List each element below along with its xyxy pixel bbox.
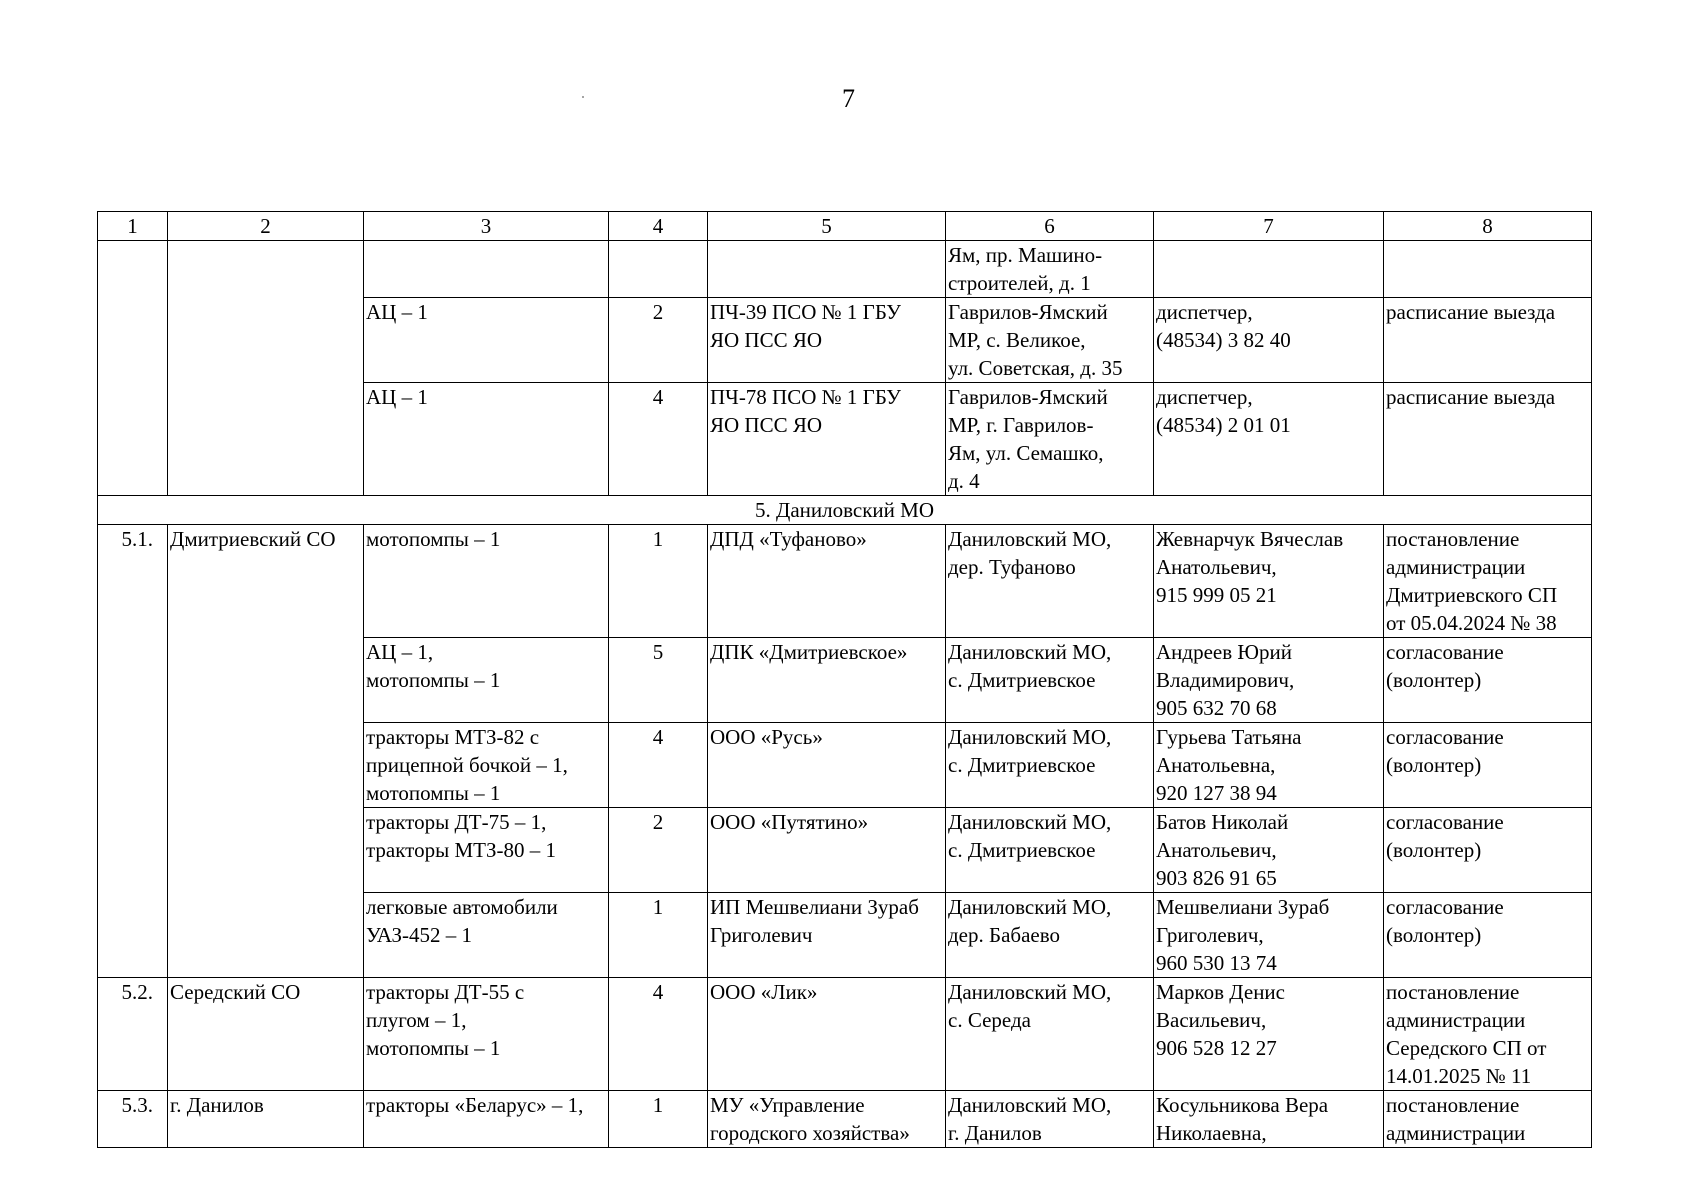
cell-org: ООО «Путятино» (708, 808, 946, 893)
cell-qty: 1 (609, 1091, 708, 1148)
cell-address: Даниловский МО, с. Дмитриевское (946, 723, 1154, 808)
cell-qty: 1 (609, 893, 708, 978)
cell-org: ПЧ-39 ПСО № 1 ГБУ ЯО ПСС ЯО (708, 298, 946, 383)
cell-num: 5.3. (98, 1091, 168, 1148)
col-header-2: 2 (168, 212, 364, 241)
col-header-6: 6 (946, 212, 1154, 241)
cell-basis: согласование (волонтер) (1384, 808, 1592, 893)
cell-org: ООО «Лик» (708, 978, 946, 1091)
table-row (98, 978, 1592, 1091)
data-table (97, 211, 1592, 1148)
cell-org: ООО «Русь» (708, 723, 946, 808)
cell-num (98, 241, 168, 496)
col-header-3: 3 (364, 212, 609, 241)
cell-basis (1384, 241, 1592, 298)
cell-equipment: АЦ – 1 (364, 383, 609, 496)
cell-equipment: тракторы ДТ-75 – 1, тракторы МТЗ-80 – 1 (364, 808, 609, 893)
cell-qty: 5 (609, 638, 708, 723)
cell-address: Даниловский МО, с. Дмитриевское (946, 808, 1154, 893)
cell-org (708, 241, 946, 298)
cell-org: МУ «Управление городского хозяйства» (708, 1091, 946, 1148)
section-row (98, 496, 1592, 525)
cell-address: Даниловский МО, с. Середа (946, 978, 1154, 1091)
cell-contact: Гурьева Татьяна Анатольевна, 920 127 38 94 (1154, 723, 1384, 808)
cell-equipment: тракторы МТЗ-82 с прицепной бочкой – 1, мотопомпы – 1 (364, 723, 609, 808)
cell-contact (1154, 241, 1384, 298)
cell-address: Ям, пр. Машино- строителей, д. 1 (946, 241, 1154, 298)
col-header-8: 8 (1384, 212, 1592, 241)
cell-name: г. Данилов (168, 1091, 364, 1148)
col-header-1: 1 (98, 212, 168, 241)
table-row (98, 525, 1592, 638)
cell-qty: 4 (609, 978, 708, 1091)
section-title: 5. Даниловский МО (98, 496, 1592, 525)
cell-basis: постановление администрации (1384, 1091, 1592, 1148)
cell-address: Гаврилов-Ямский МР, с. Великое, ул. Советская, д. 35 (946, 298, 1154, 383)
cell-equipment: АЦ – 1, мотопомпы – 1 (364, 638, 609, 723)
cell-contact: Жевнарчук Вячеслав Анатольевич, 915 999 05 21 (1154, 525, 1384, 638)
cell-name: Дмитриевский СО (168, 525, 364, 978)
cell-org: ДПД «Туфаново» (708, 525, 946, 638)
cell-name (168, 241, 364, 496)
cell-basis: согласование (волонтер) (1384, 638, 1592, 723)
page-number: 7 (842, 84, 855, 113)
scan-speck (582, 96, 584, 98)
cell-address: Даниловский МО, с. Дмитриевское (946, 638, 1154, 723)
cell-equipment: легковые автомобили УАЗ-452 – 1 (364, 893, 609, 978)
col-header-4: 4 (609, 212, 708, 241)
cell-num: 5.2. (98, 978, 168, 1091)
cell-org: ПЧ-78 ПСО № 1 ГБУ ЯО ПСС ЯО (708, 383, 946, 496)
cell-contact: Косульникова Вера Николаевна, (1154, 1091, 1384, 1148)
cell-address: Даниловский МО, дер. Бабаево (946, 893, 1154, 978)
cell-contact: Андреев Юрий Владимирович, 905 632 70 68 (1154, 638, 1384, 723)
cell-equipment: АЦ – 1 (364, 298, 609, 383)
cell-contact: Батов Николай Анатольевич, 903 826 91 65 (1154, 808, 1384, 893)
cell-org: ИП Мешвелиани Зураб Григолевич (708, 893, 946, 978)
col-header-7: 7 (1154, 212, 1384, 241)
cell-qty (609, 241, 708, 298)
cell-name: Середский СО (168, 978, 364, 1091)
cell-basis: согласование (волонтер) (1384, 893, 1592, 978)
cell-qty: 2 (609, 298, 708, 383)
cell-qty: 4 (609, 383, 708, 496)
cell-contact: Мешвелиани Зураб Григолевич, 960 530 13 74 (1154, 893, 1384, 978)
cell-qty: 1 (609, 525, 708, 638)
cell-basis: расписание выезда (1384, 383, 1592, 496)
cell-contact: Марков Денис Васильевич, 906 528 12 27 (1154, 978, 1384, 1091)
cell-org: ДПК «Дмитриевское» (708, 638, 946, 723)
cell-basis: согласование (волонтер) (1384, 723, 1592, 808)
col-header-5: 5 (708, 212, 946, 241)
cell-contact: диспетчер, (48534) 2 01 01 (1154, 383, 1384, 496)
cell-basis: расписание выезда (1384, 298, 1592, 383)
cell-equipment: мотопомпы – 1 (364, 525, 609, 638)
cell-address: Даниловский МО, дер. Туфаново (946, 525, 1154, 638)
cell-basis: постановление администрации Дмитриевского СП от 05.04.2024 № 38 (1384, 525, 1592, 638)
cell-equipment: тракторы ДТ-55 с плугом – 1, мотопомпы – 1 (364, 978, 609, 1091)
cell-qty: 2 (609, 808, 708, 893)
cell-basis: постановление администрации Середского СП от 14.01.2025 № 11 (1384, 978, 1592, 1091)
cell-address: Даниловский МО, г. Данилов (946, 1091, 1154, 1148)
cell-contact: диспетчер, (48534) 3 82 40 (1154, 298, 1384, 383)
cell-equipment: тракторы «Беларус» – 1, (364, 1091, 609, 1148)
cell-address: Гаврилов-Ямский МР, г. Гаврилов- Ям, ул. Семашко, д. 4 (946, 383, 1154, 496)
cell-num: 5.1. (98, 525, 168, 978)
cell-qty: 4 (609, 723, 708, 808)
table-row (98, 241, 1592, 298)
table-row (98, 1091, 1592, 1148)
header-row (98, 212, 1592, 241)
cell-equipment (364, 241, 609, 298)
